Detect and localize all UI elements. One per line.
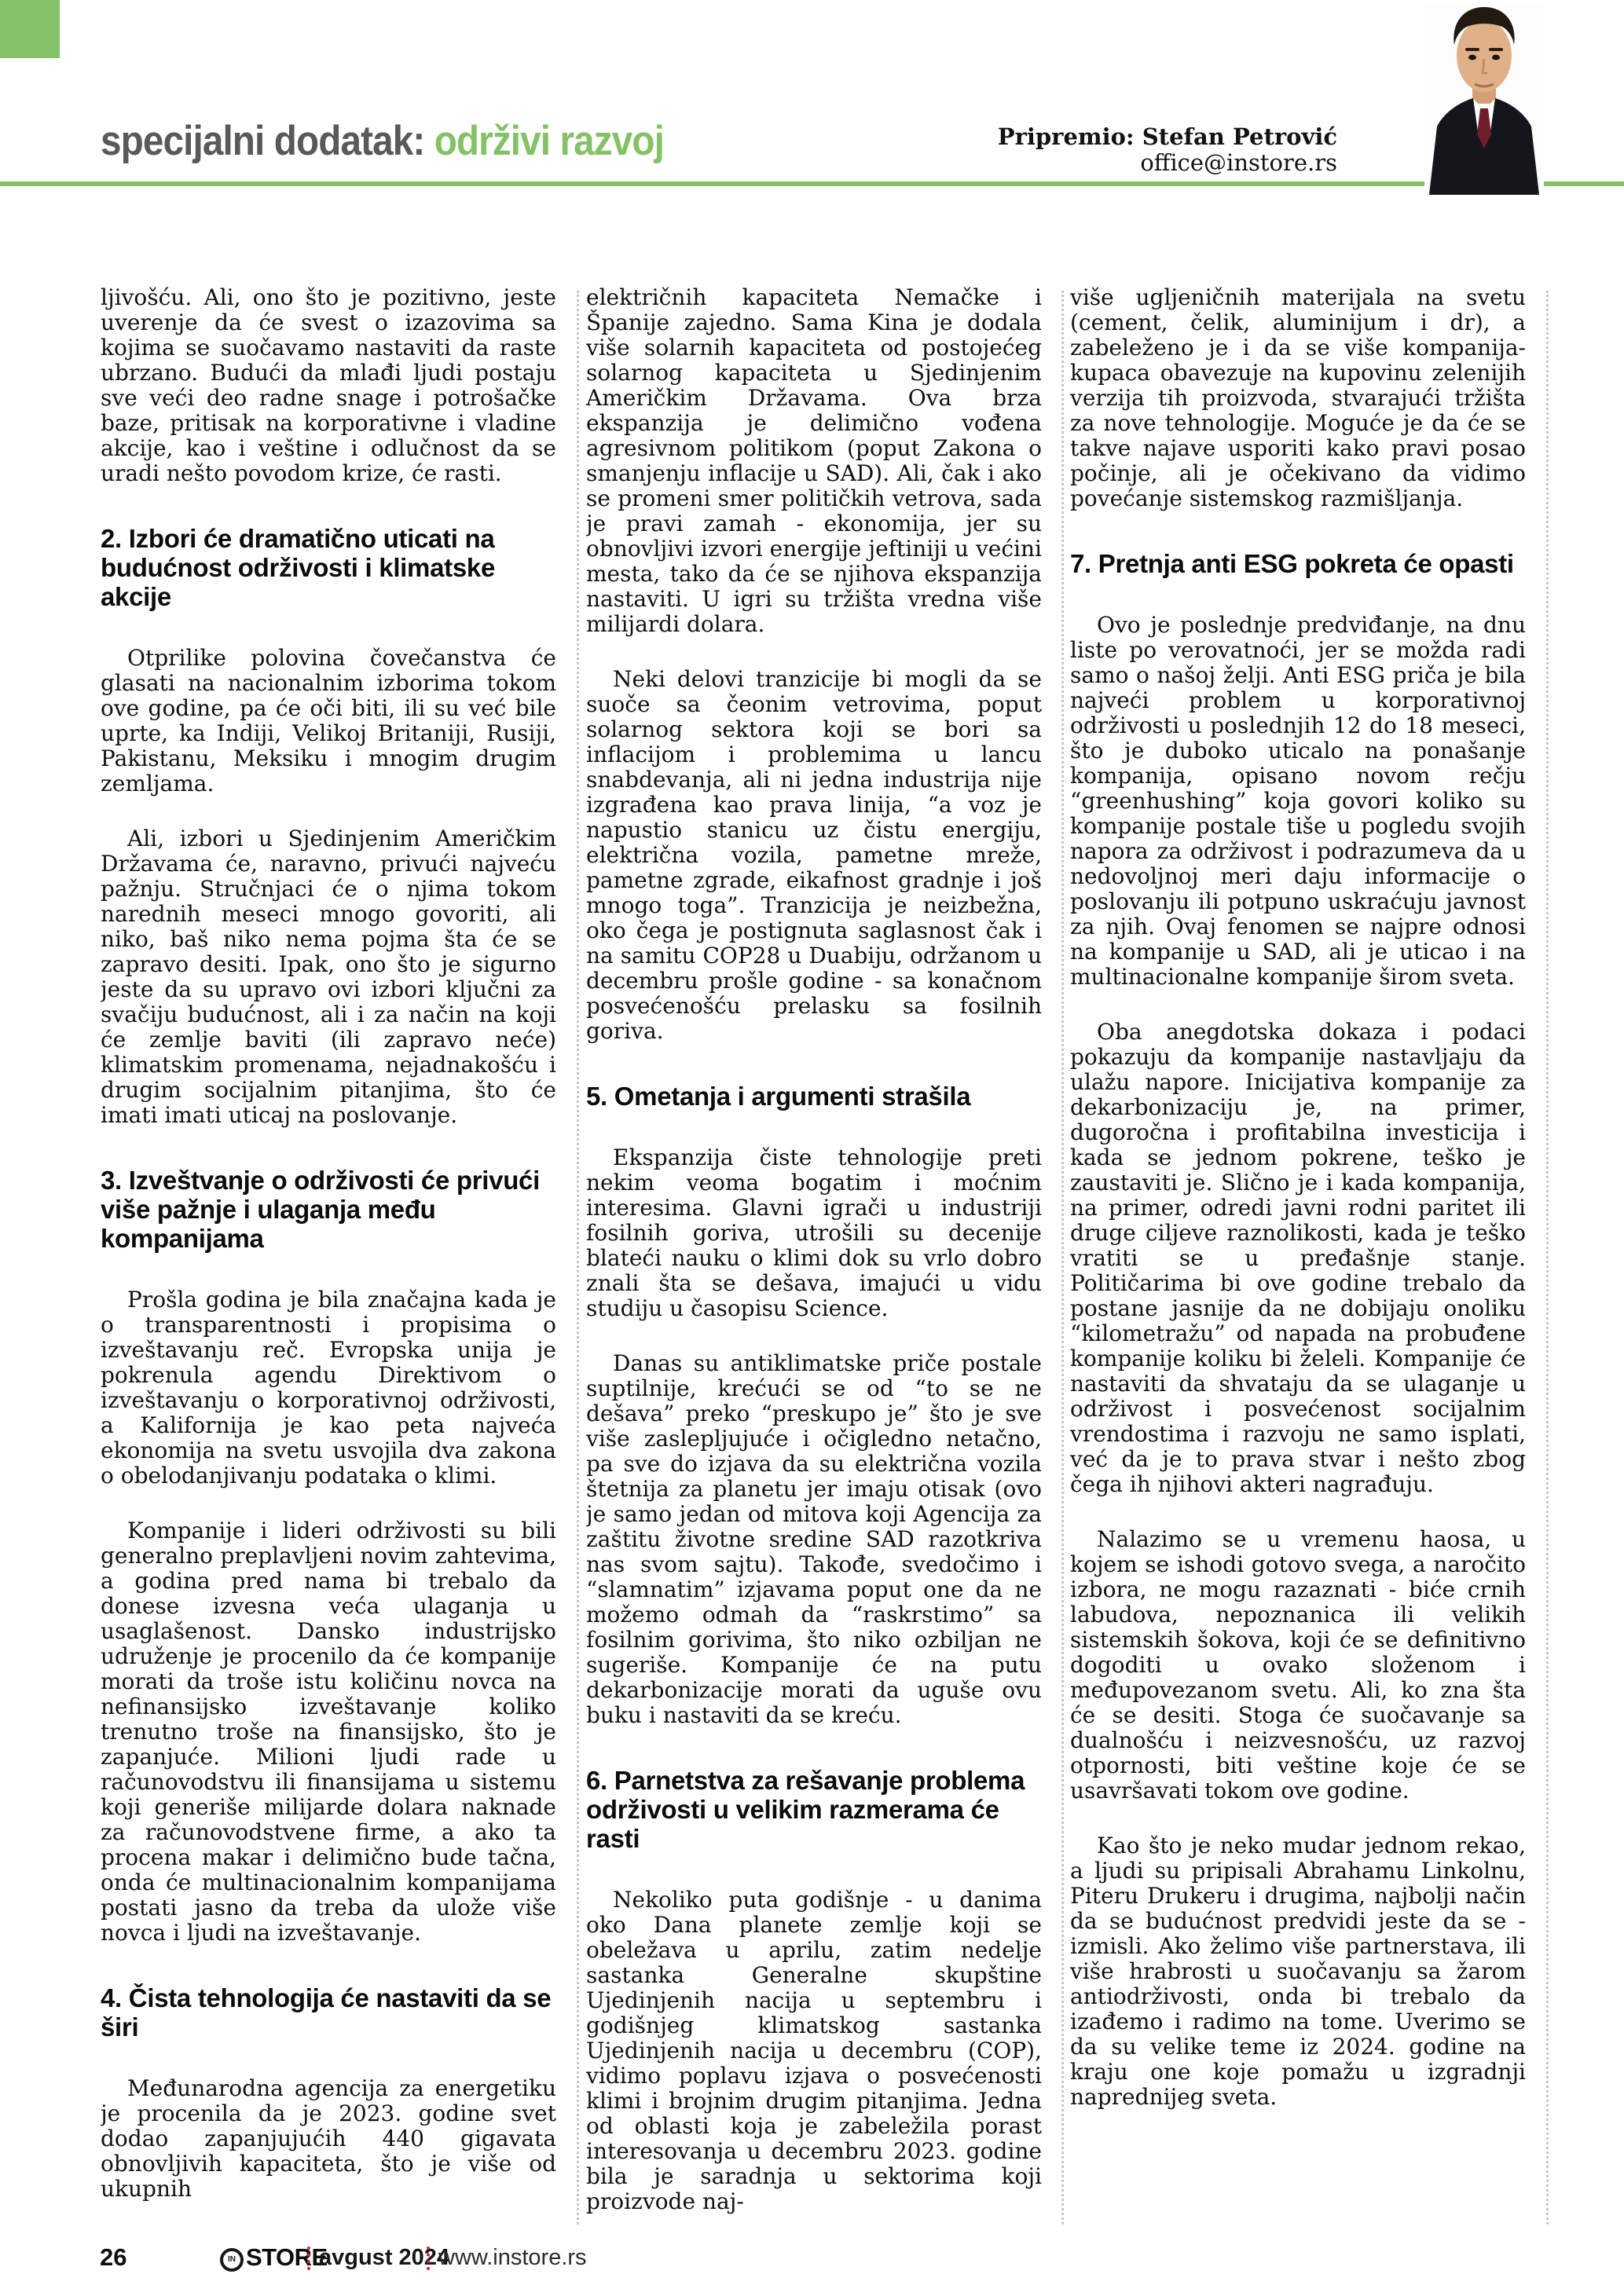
section-heading: 2. Izbori će dramatično uticati na budućnost održivosti i klimatske akcije [101, 524, 495, 611]
article-column-2 [586, 285, 1042, 2245]
article-paragraph: Neki delovi tranzicije bi mogli da se suoče sa čeonim vetrovima, poput solarnog sektora koji se bori sa inflacijom i problemima u lancu snabdevanja, ali ni jedna industrija nije izgrađena kao prava linija, “a voz je napustio stanicu uz čistu energiju, električna vozila, pametne mreže, pametne zgrade, eikafnost gradnje i još mnogo toga”. Tranzicija je neizbežna, oko čega je postignuta saglasnost čak i na samitu COP28 u Duabiju, održanom u decembru prošle godine - sa konačnom posvećenošću prelasku sa fosilnih goriva. [586, 666, 1042, 1044]
instore-logo-wordmark: STORE [246, 2243, 328, 2271]
article-paragraph: Nalazimo se u vremenu haosa, u kojem se ishodi gotovo svega, a naročito izbora, ne mogu razaznati - biće crnih labudova, nepoznanica ili velikih sistemskih šokova, koji će se definitivno dogoditi u ovako složenom i međupovezanom svetu. Ali, ko zna šta će se desiti. Stoga će suočavanje sa dualnošću i neizvesnošću, uz razvoj otpornosti, biti veštine koje će se usavršavati tokom ove godine. [1070, 1526, 1526, 1803]
article-paragraph: Otprilike polovina čovečanstva će glasati na nacionalnim izborima tokom ove godine, pa će oči biti, ili su već bile uprte, ka Indiji, Velikoj Britaniji, Rusiji, Pakistanu, Meksiku i mnogim drugim zemljama. [101, 645, 556, 796]
page-title [101, 118, 664, 165]
section-heading: 5. Ometanja i argumenti strašila [586, 1082, 971, 1111]
page-number: 26 [100, 2243, 127, 2271]
section-heading: 4. Čista tehnologija će nastaviti da se širi [101, 1983, 552, 2041]
instore-logo-icon: IN [220, 2248, 244, 2272]
issue-date: avgust 2024 [319, 2245, 450, 2270]
page-title-green: održivi razvoj [434, 118, 664, 164]
article-paragraph: električnih kapaciteta Nemačke i Španije zajedno. Sama Kina je dodala više solarnih kapaciteta od postojećeg solarnog kapaciteta u Sjedinjenim Američkim Državama. Ova brza ekspanzija je delimično vođena agresivnom politikom (poput Zakona o smanjenju inflacije u SAD). Ali, čak i ako se promeni smer političkih vetrova, sada je pravi zamah - ekonomija, jer su obnovljivi izvori energije jeftiniji u većini mesta, tako da će se njihova ekspanzija nastaviti. U igri su tržišta vredna više milijardi dolara. [586, 285, 1042, 637]
section-heading: 3. Izveštvanje o održivosti će privući više pažnje i ulaganja među kompanijama [101, 1166, 540, 1253]
author-photo [1424, 4, 1544, 195]
column-divider-dotted-rule [577, 291, 579, 2225]
footer-red-dotted-divider [427, 2247, 430, 2270]
article-paragraph: Nekoliko puta godišnje - u danima oko Dana planete zemlje koji se obeležava u aprilu, zatim nedelje sastanka Generalne skupštine Ujedinjenih nacija u septembru i godišnjeg klimatskog sastanka Ujedinjenih nacija u decembru (COP), vidimo poplavu izjava o posvećenosti klimi i brojnim drugim pitanjima. Jedna od oblasti koja je zabeležila porast interesovanja u decembru 2023. godine bila je saradnja u sektorima koji proizvode naj- [586, 1887, 1042, 2214]
article-paragraph: Ekspanzija čiste tehnologije preti nekim veoma bogatim i moćnim interesima. Glavni igrači u industriji fosilnih goriva, utrošili su decenije blateći nauku o klimi dok su vrlo dobro znali šta se dešava, imajući u vidu studiju u časopisu Science. [586, 1144, 1042, 1321]
column-divider-dotted-rule [1061, 291, 1064, 2225]
section-heading: 6. Parnetstva za rešavanje problema održivosti u velikim razmerama će rasti [586, 1766, 1025, 1853]
byline [904, 124, 1337, 176]
footer-red-dotted-divider [307, 2247, 310, 2270]
article-paragraph: Ali, izbori u Sjedinjenim Američkim Državama će, naravno, privući najveću pažnju. Stručnjaci će o njima tokom narednih meseci mnogo govoriti, ali niko, baš niko nema pojma šta će se zapravo desiti. Ipak, ono što je sigurno jeste da su upravo ovi izbori ključni za svačiju budućnost, ali i za način na koji će zemlje baviti (ili zapravo neće) klimatskim promenama, nejadnakošću i drugim socijalnim pitanjima, što će imati imati uticaj na poslovanje. [101, 826, 556, 1128]
section-heading: 7. Pretnja anti ESG pokreta će opasti [1070, 549, 1514, 578]
article-column-1 [101, 285, 556, 2245]
article-column-3 [1070, 285, 1526, 2245]
article-paragraph: Kao što je neko mudar jednom rekao, a ljudi su pripisali Abrahamu Linkolnu, Piteru Drukeru i drugima, najbolji način da se budućnost predvidi jeste da se - izmisli. Ako želimo više partnerstava, ili više hrabrosti u suočavanju sa žarom antiodrživosti, onda bi trebalo da izađemo i radimo na tome. Uverimo se da su velike teme iz 2024. godine na kraju one koje pomažu u izgradnji naprednijeg sveta. [1070, 1833, 1526, 2110]
article-paragraph: Međunarodna agencija za energetiku je procenila da je 2023. godine svet dodao zapanjujućih 440 gigavata obnovljivih kapaciteta, što je više od ukupnih [101, 2075, 556, 2202]
article-paragraph: Ovo je poslednje predviđanje, na dnu liste po verovatnoći, jer se možda radi samo o našoj želji. Anti ESG priča je bila najveći problem u korporativnoj održivosti u poslednjih 12 do 18 meseci, što je duboko uticalo na ponašanje kompanija, opisano novom rečju “greenhushing” koja govori koliko su kompanije postale tiše u pogledu svojih napora za održivost i podrazumeva da u nedovoljnoj meri daju informacije o poslovanju ili potpuno uskraćuju javnost za njih. Ovaj fenomen se najpre odnosi na kompanije u SAD, ali je uticao i na multinacionalne kompanije širom sveta. [1070, 612, 1526, 990]
byline-email: office@instore.rs [1140, 149, 1337, 176]
header-green-rule [0, 181, 1624, 186]
website-url: www.instore.rs [438, 2245, 587, 2270]
byline-author: Pripremio: Stefan Petrović [997, 123, 1337, 150]
article-paragraph: Kompanije i lideri održivosti su bili generalno preplavljeni novim zahtevima, a godina pred nama bi trebalo da donese izvesna veća ulaganja u usaglašenost. Dansko industrijsko udruženje je procenilo da će kompanije morati da troše istu količinu novca na nefinansijsko izveštavanje koliko trenutno troše na finansijsko, što je zapanjuće. Milioni ljudi rade u računovodstvu ili finansijama u sistemu koji generiše milijarde dolara naknade za računovodstvene firme, a ako ta procena makar i delimično bude tačna, onda će multinacionalnim kompanijama postati jasno da treba da ulože više novca i ljudi na izveštavanje. [101, 1518, 556, 1946]
article-paragraph: više ugljeničnih materijala na svetu (cement, čelik, aluminijum i dr), a zabeleženo je i da se više kompanija-kupaca obavezuje na kupovinu zelenijih verzija tih proizvoda, stvarajući tržišta za nove tehnologije. Moguće je da će se takve najave usporiti kako pravi posao počinje, ali je očekivano da vidimo povećanje sistemskog razmišljanja. [1070, 285, 1526, 511]
article-paragraph: Oba anegdotska dokaza i podaci pokazuju da kompanije nastavljaju da ulažu napore. Inicijativa kompanije za dekarbonizaciju je, na primer, dugoročna i profitabilna investicija i kada se jednom pokrene, teško je zaustaviti je. Slično je i kada kompanija, na primer, odredi javni rodni paritet ili druge ciljeve raznolikosti, kada je teško vratiti se u pređašnje stanje. Političarima bi ove godine trebalo da postane jasnije da ne dobijaju onoliku “kilometražu” od napada na probuđene kompanije koliku bi želeli. Kompanije će nastaviti da shvataju da se ulaganje u održivost i posvećenost socijalnim vrendostima i razvoju ne samo isplati, već da je to prava stvar i nešto zbog čega ih njihovi akteri nagrađuju. [1070, 1019, 1526, 1497]
right-margin-dotted-rule [1546, 291, 1549, 2225]
article-paragraph: Danas su antiklimatske priče postale suptilnije, krećući se od “to se ne dešava” preko “preskupo je” što je sve više zaslepljujuće i očigledno netačno, pa sve do izjava da su električna vozila štetnija za planetu jer imaju otisak (ovo je samo jedan od mitova koji Agencija za zaštitu životne sredine SAD razotkriva nas svom sajtu). Takođe, svedočimo i “slamnatim” izjavama poput one da ne možemo odmah da “raskrstimo” sa fosilnim gorivima, što niko ozbiljan ne sugeriše. Kompanije će na putu dekarbonizacije morati da uguše ovu buku i nastaviti da se kreću. [586, 1350, 1042, 1728]
article-paragraph: Prošla godina je bila značajna kada je o transparentnosti i propisima o izveštavanju reč. Evropska unija je pokrenula agendu Direktivom o izveštavanju o korporativnoj održivosti, a Kalifornija je kao peta najveća ekonomija na svetu usvojila dva zakona o obelodanjivanju podataka o klimi. [101, 1287, 556, 1489]
article-paragraph: ljivošću. Ali, ono što je pozitivno, jeste uverenje da će svest o izazovima sa kojima se suočavamo nastaviti da raste ubrzano. Budući da mlađi ljudi postaju sve veći deo radne snage i potrošačke baze, pritisak na korporativne i vladine akcije, kao i veštine i odlučnost da se uradi nešto povodom krize, će rasti. [101, 285, 556, 486]
page-title-gray: specijalni dodatak: [101, 118, 425, 164]
green-corner-square [0, 0, 60, 58]
